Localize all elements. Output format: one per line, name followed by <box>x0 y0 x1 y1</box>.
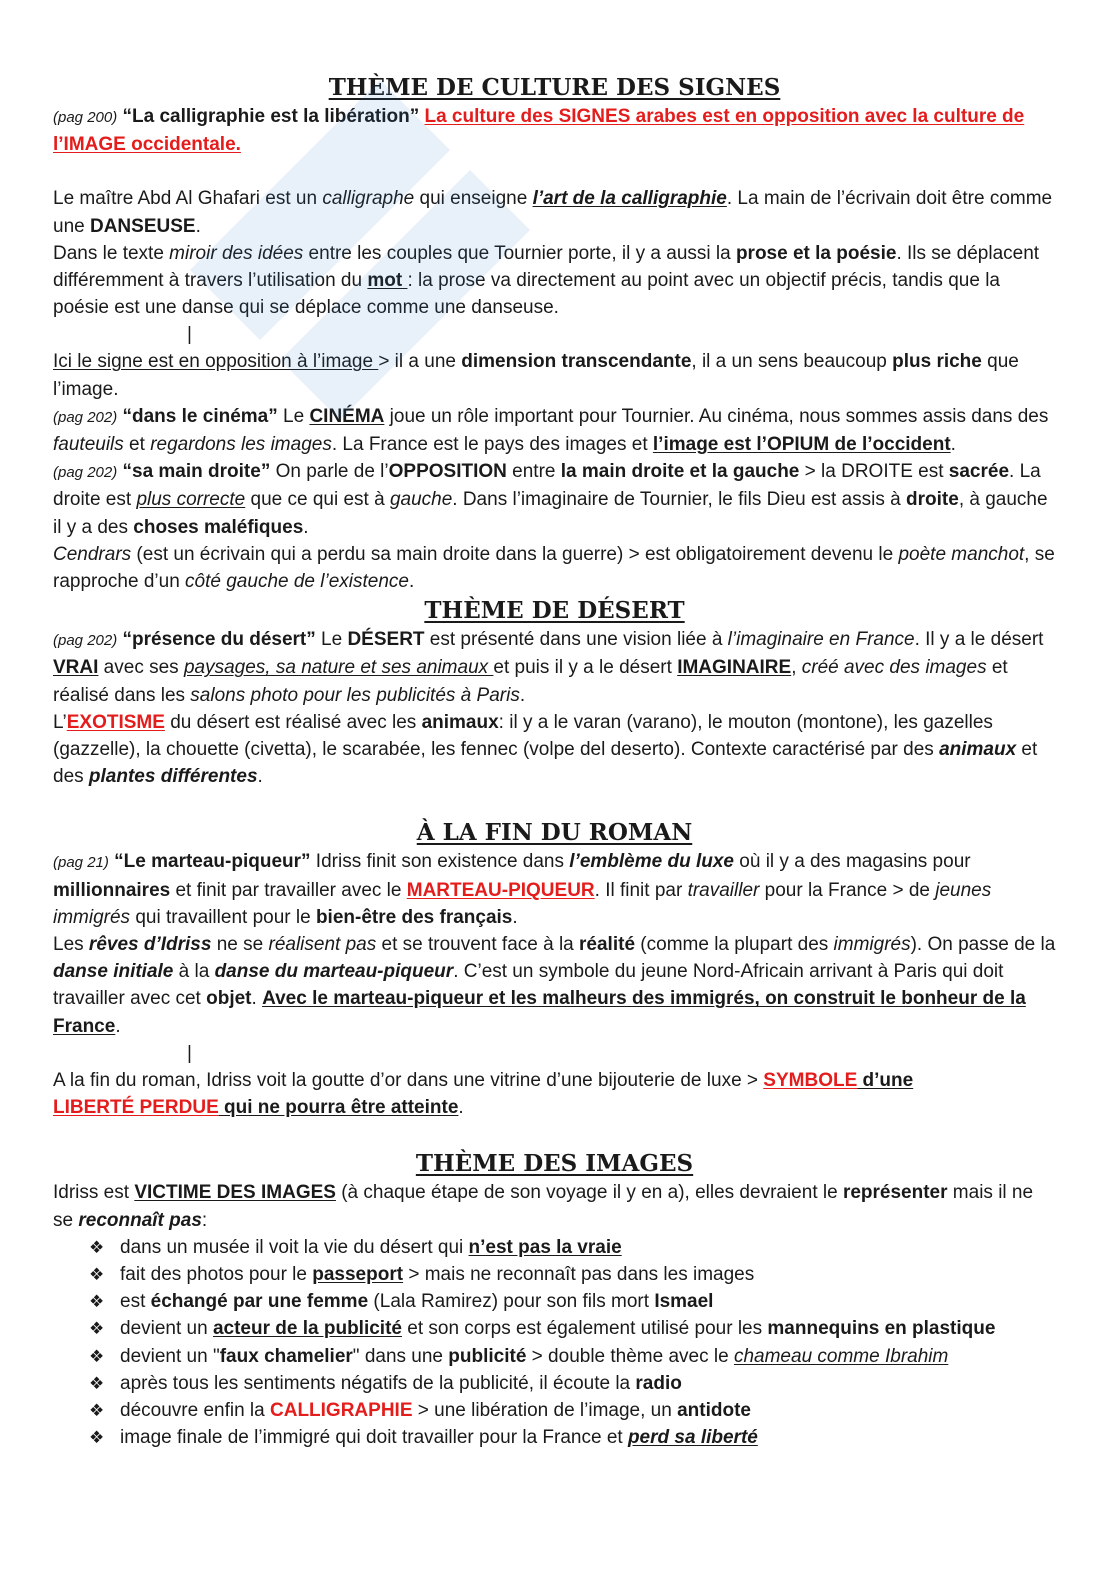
paragraph: A la fin du roman, Idriss voit la goutte d’or dans une vitrine d’une bijouterie de luxe > SYMBOLE d’une LIBERTÉ PERDUE qui ne pourra être atteinte. <box>53 1069 914 1119</box>
paragraph: Dans le texte miroir des idées entre les couples que Tournier porte, il y a aussi la prose et la poésie. Ils se déplacent différemment à travers l’utilisation du mot : la prose va directement au point avec un objectif précis, tandis que la poésie est une danse qui se déplace comme une danseuse. <box>53 242 1040 319</box>
list-item: ❖ devient un "faux chamelier" dans une publicité > double thème avec le chameau comme Ibrahim <box>53 1343 1056 1370</box>
quote: “La calligraphie est la libération” <box>122 106 420 127</box>
diamond-bullet-icon: ❖ <box>89 1346 105 1366</box>
list-item: ❖ est échangé par une femme (Lala Ramirez) pour son fils mort Ismael <box>53 1288 1056 1315</box>
paragraph: (pag 202) “sa main droite” On parle de l’OPPOSITION entre la main droite et la gauche > la DROITE est sacrée. La droite est plus correcte que ce qui est à gauche. Dans l’imaginaire de Tournier, le fils Dieu est assis à droite, à gauche il y a des choses maléfiques. <box>53 461 1048 538</box>
paragraph: (pag 202) “présence du désert” Le DÉSERT est présenté dans une vision liée à l’imaginaire en France. Il y a le désert VRAI avec ses paysages, sa nature et ses animaux et puis il y a le désert IMAGINAIRE, créé avec des images et réalisé dans les salons photo pour les publicités à Paris. <box>53 629 1044 706</box>
page-ref: (pag 200) <box>53 109 118 126</box>
section-title-culture-des-signes: THÈME DE CULTURE DES SIGNES <box>328 74 781 101</box>
paragraph: L’EXOTISME du désert est réalisé avec les animaux: il y a le varan (varano), le mouton (montone), les gazelles (gazzelle), la chouette (civetta), le scarabée, les fennec (volpe del deserto). Contexte caractérisé par des animaux et des plantes différentes. <box>53 711 1038 788</box>
diamond-bullet-icon: ❖ <box>89 1400 105 1420</box>
diamond-bullet-icon: ❖ <box>89 1428 105 1448</box>
list-item: ❖ image finale de l’immigré qui doit travailler pour la France et perd sa liberté <box>53 1424 1056 1451</box>
section-title-desert: THÈME DE DÉSERT <box>424 597 685 625</box>
paragraph: Cendrars (est un écrivain qui a perdu sa main droite dans la guerre) > est obligatoirement devenu le poète manchot, se rapproche d’un côté gauche de l’existence. <box>53 543 1055 593</box>
paragraph: Ici le signe est en opposition à l’image > il a une dimension transcendante, il a un sens beaucoup plus riche que l’image. <box>53 351 1019 400</box>
diamond-bullet-icon: ❖ <box>89 1319 105 1339</box>
paragraph <box>53 103 1056 158</box>
list-item: ❖ découvre enfin la CALLIGRAPHIE > une libération de l’image, un antidote <box>53 1397 1056 1424</box>
paragraph: Les rêves d’Idriss ne se réalisent pas et se trouvent face à la réalité (comme la plupart des immigrés). On passe de la danse initiale à la danse du marteau-piqueur. C’est un symbole du jeune Nord-Africain arrivant à Paris qui doit travailler avec cet objet. Avec le marteau-piqueur et les malheurs des immigrés, on construit le bonheur de la France. <box>53 934 1056 1037</box>
separator-bar: | <box>187 1042 192 1064</box>
section-title-fin-du-roman: À LA FIN DU ROMAN <box>416 819 693 847</box>
list-item: ❖ dans un musée il voit la vie du désert qui n’est pas la vraie <box>53 1234 1056 1261</box>
diamond-bullet-icon: ❖ <box>89 1373 105 1393</box>
paragraph: Idriss est VICTIME DES IMAGES (à chaque étape de son voyage il y en a), elles devraient le représenter mais il ne se reconnaît pas: <box>53 1182 1034 1231</box>
diamond-bullet-icon: ❖ <box>89 1292 105 1312</box>
diamond-bullet-icon: ❖ <box>89 1237 105 1257</box>
separator-bar: | <box>187 324 192 346</box>
list-item: ❖ après tous les sentiments négatifs de la publicité, il écoute la radio <box>53 1370 1056 1397</box>
list-item: ❖ devient un acteur de la publicité et son corps est également utilisé pour les mannequins en plastique <box>53 1315 1056 1342</box>
diamond-bullet-icon: ❖ <box>89 1264 105 1284</box>
paragraph: (pag 202) “dans le cinéma” Le CINÉMA joue un rôle important pour Tournier. Au cinéma, nous sommes assis dans des fauteuils et regardons les images. La France est le pays des images et l’image est l’OPIUM de l’occident. <box>53 405 1049 456</box>
list-item: ❖ fait des photos pour le passeport > mais ne reconnaît pas dans les images <box>53 1261 1056 1288</box>
section-title-images: THÈME DES IMAGES <box>415 1150 694 1178</box>
highlight-red: La culture des SIGNES arabes est en opposition avec la culture de l’IMAGE occidentale. <box>53 106 1025 156</box>
paragraph: (pag 21) “Le marteau-piqueur” Idriss finit son existence dans l’emblème du luxe où il y a des magasins pour millionnaires et finit par travailler avec le MARTEAU-PIQUEUR. Il finit par travailler pour la France > de jeunes immigrés qui travaillent pour le bien-être des français. <box>53 851 992 928</box>
images-list <box>53 1234 1056 1452</box>
paragraph: Le maître Abd Al Ghafari est un calligraphe qui enseigne l’art de la calligraphie. La main de l’écrivain doit être comme une DANSEUSE. <box>53 188 1053 237</box>
